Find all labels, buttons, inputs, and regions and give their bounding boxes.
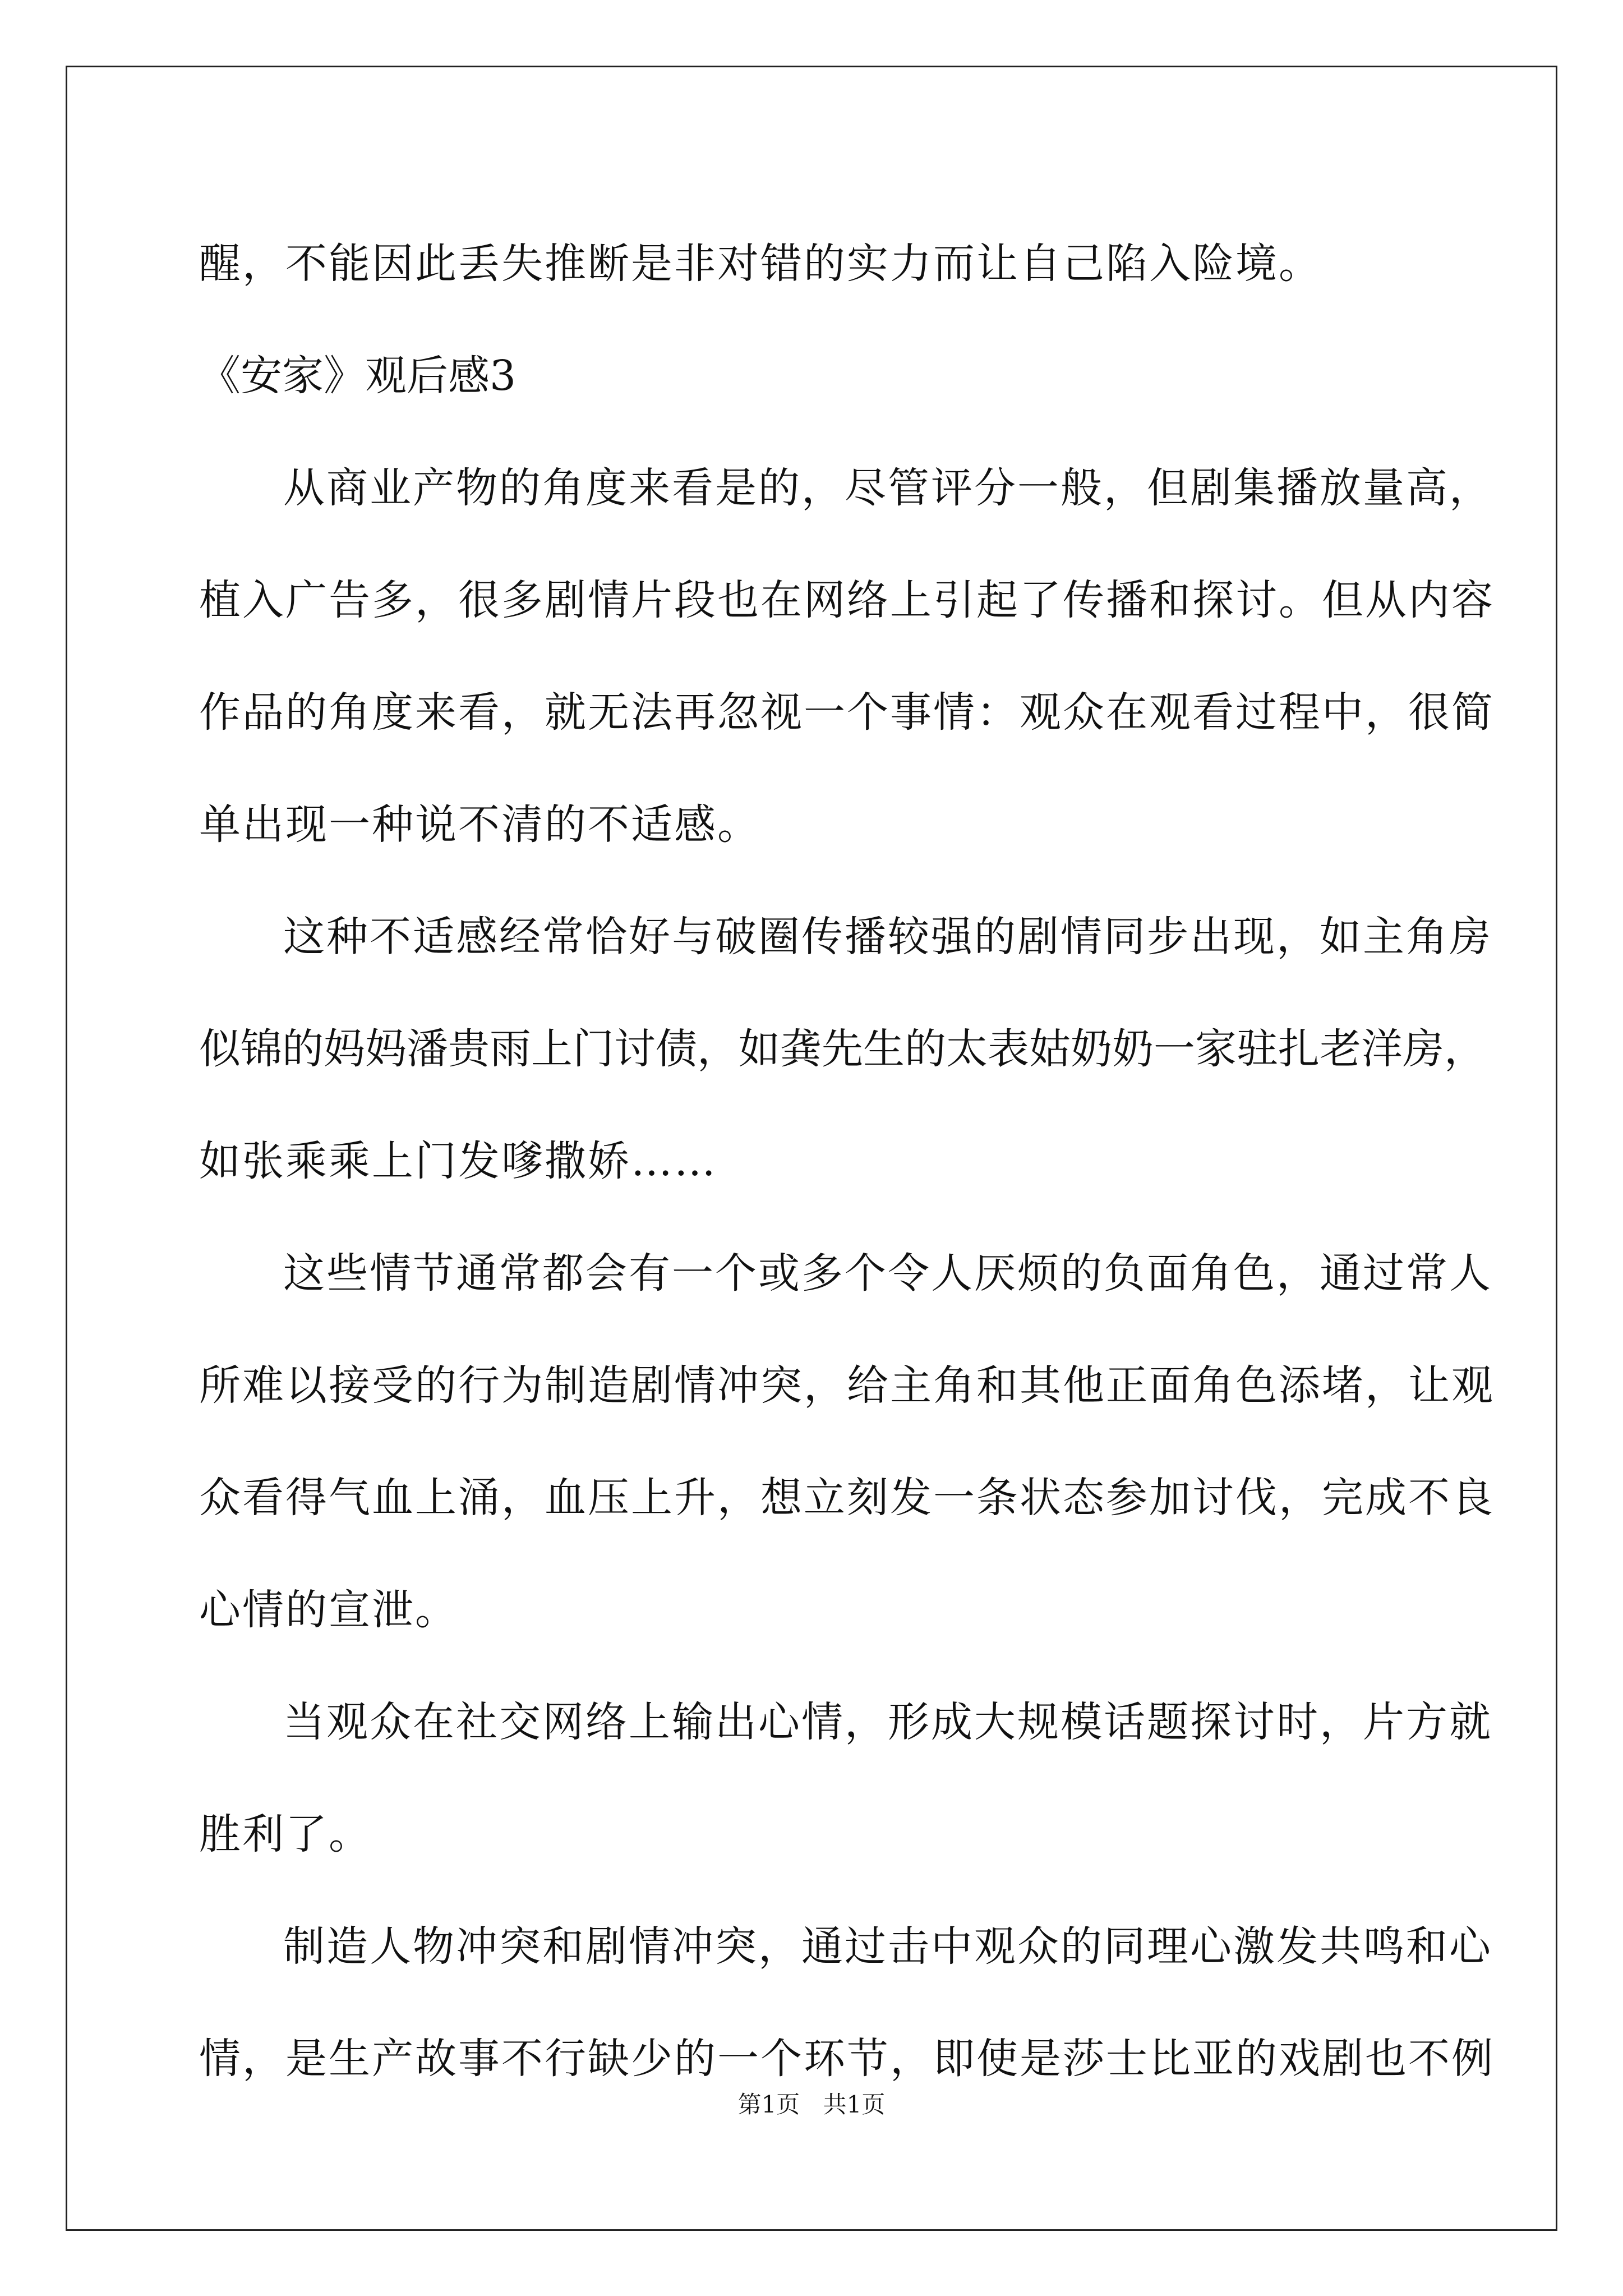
text-line: 从商业产物的角度来看是的，尽管评分一般，但剧集播放量高， (283, 464, 1492, 512)
page-footer (0, 2088, 1623, 2122)
text-line: 当观众在社交网络上输出心情，形成大规模话题探讨时，片方就 (283, 1698, 1492, 1746)
page-number: 第1页 (737, 2091, 800, 2118)
text-line: 单出现一种说不清的不适感。 (199, 800, 760, 849)
text-line: 这些情节通常都会有一个或多个令人厌烦的负面角色，通过常人 (283, 1249, 1492, 1297)
text-line: 众看得气血上涌，血压上升，想立刻发一条状态参加讨伐，完成不良 (199, 1474, 1495, 1522)
text-line: 这种不适感经常恰好与破圈传播较强的剧情同步出现，如主角房 (283, 913, 1492, 961)
document-body (199, 208, 1495, 2115)
text-line: 所难以接受的行为制造剧情冲突，给主角和其他正面角色添堵，让观 (199, 1361, 1495, 1410)
section-heading: 《安家》观后感3 (199, 352, 517, 400)
text-line: 心情的宣泄。 (199, 1586, 458, 1634)
text-line: 似锦的妈妈潘贵雨上门讨债，如龚先生的太表姑奶奶一家驻扎老洋房， (199, 1025, 1486, 1073)
text-line: 情，是生产故事不行缺少的一个环节，即使是莎士比亚的戏剧也不例 (199, 2035, 1495, 2083)
text-line: 如张乘乘上门发嗲撒娇…… (199, 1137, 717, 1185)
text-line: 醒，不能因此丢失推断是非对错的实力而让自己陷入险境。 (199, 240, 1322, 288)
text-line: 作品的角度来看，就无法再忽视一个事情：观众在观看过程中，很简 (199, 688, 1495, 737)
text-line: 胜利了。 (199, 1810, 372, 1858)
text-line: 制造人物冲突和剧情冲突，通过击中观众的同理心激发共鸣和心 (283, 1922, 1492, 1971)
page-total: 共1页 (823, 2091, 886, 2118)
text-line: 植入广告多，很多剧情片段也在网络上引起了传播和探讨。但从内容 (199, 576, 1495, 624)
